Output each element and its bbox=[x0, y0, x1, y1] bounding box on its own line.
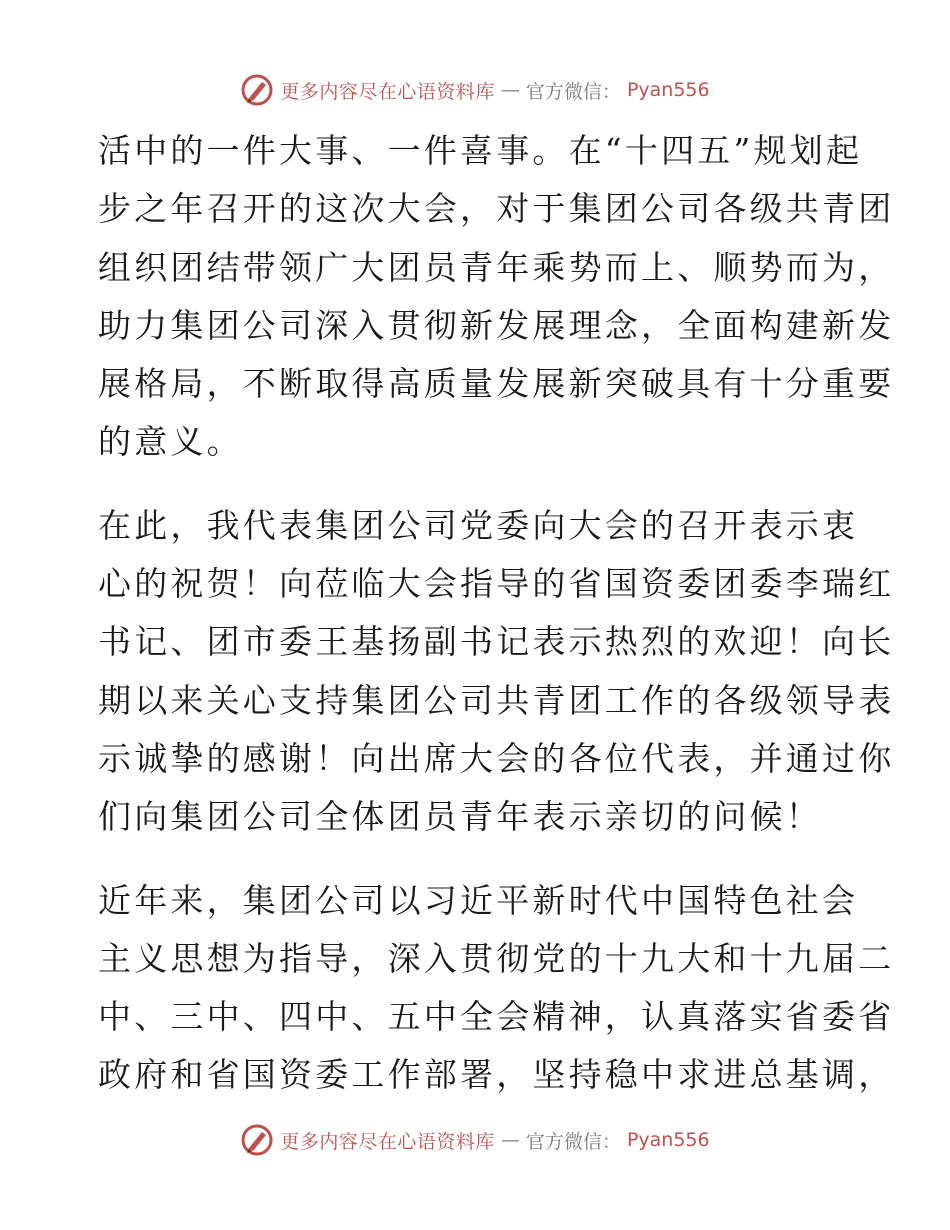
document-body bbox=[98, 122, 895, 1105]
text-line: 助力集团公司深入贯彻新发展理念，全面构建新发 bbox=[98, 305, 895, 345]
text-line: 组织团结带领广大团员青年乘势而上、顺势而为， bbox=[98, 247, 895, 287]
text-line: 心的祝贺！向莅临大会指导的省国资委团委李瑞红 bbox=[98, 564, 895, 604]
text-line: 示诚挚的感谢！向出席大会的各位代表，并通过你 bbox=[98, 738, 895, 778]
text-line: 主义思想为指导，深入贯彻党的十九大和十九届二 bbox=[98, 938, 895, 978]
header-watermark bbox=[0, 70, 950, 110]
footer-watermark bbox=[0, 1120, 950, 1160]
watermark-text: 更多内容尽在心语资料库 bbox=[280, 1130, 495, 1153]
watermark-label: 官方微信： bbox=[525, 80, 621, 103]
watermark-wechat-id: Pyan556 bbox=[626, 1129, 710, 1151]
text-line: 们向集团公司全体团员青年表示亲切的问候！ bbox=[98, 797, 822, 837]
watermark-text: 更多内容尽在心语资料库 bbox=[280, 80, 495, 103]
text-line: 活中的一件大事、一件喜事。在“十四五”规划起 bbox=[98, 131, 863, 170]
paragraph bbox=[98, 122, 895, 472]
text-line: 书记、团市委王基扬副书记表示热烈的欢迎！向长 bbox=[98, 622, 895, 662]
pen-logo-icon bbox=[240, 1123, 274, 1157]
watermark-wechat-id: Pyan556 bbox=[626, 79, 710, 101]
text-line: 中、三中、四中、五中全会精神，认真落实省委省 bbox=[98, 997, 895, 1037]
paragraph bbox=[98, 497, 895, 847]
text-line: 在此，我代表集团公司党委向大会的召开表示衷 bbox=[98, 505, 859, 545]
watermark-label: 官方微信： bbox=[525, 1130, 621, 1153]
watermark-dash: — bbox=[500, 1129, 520, 1151]
text-line: 展格局，不断取得高质量发展新突破具有十分重要 bbox=[98, 364, 895, 404]
text-line: 的意义。 bbox=[98, 422, 243, 462]
text-line: 近年来，集团公司以习近平新时代中国特色社会 bbox=[98, 880, 859, 920]
text-line: 步之年召开的这次大会，对于集团公司各级共青团 bbox=[98, 189, 895, 229]
watermark-dash: — bbox=[500, 79, 520, 101]
text-line: 期以来关心支持集团公司共青团工作的各级领导表 bbox=[98, 680, 895, 720]
paragraph bbox=[98, 872, 895, 1105]
pen-logo-icon bbox=[240, 73, 274, 107]
text-line: 政府和省国资委工作部署，坚持稳中求进总基调， bbox=[98, 1055, 895, 1095]
